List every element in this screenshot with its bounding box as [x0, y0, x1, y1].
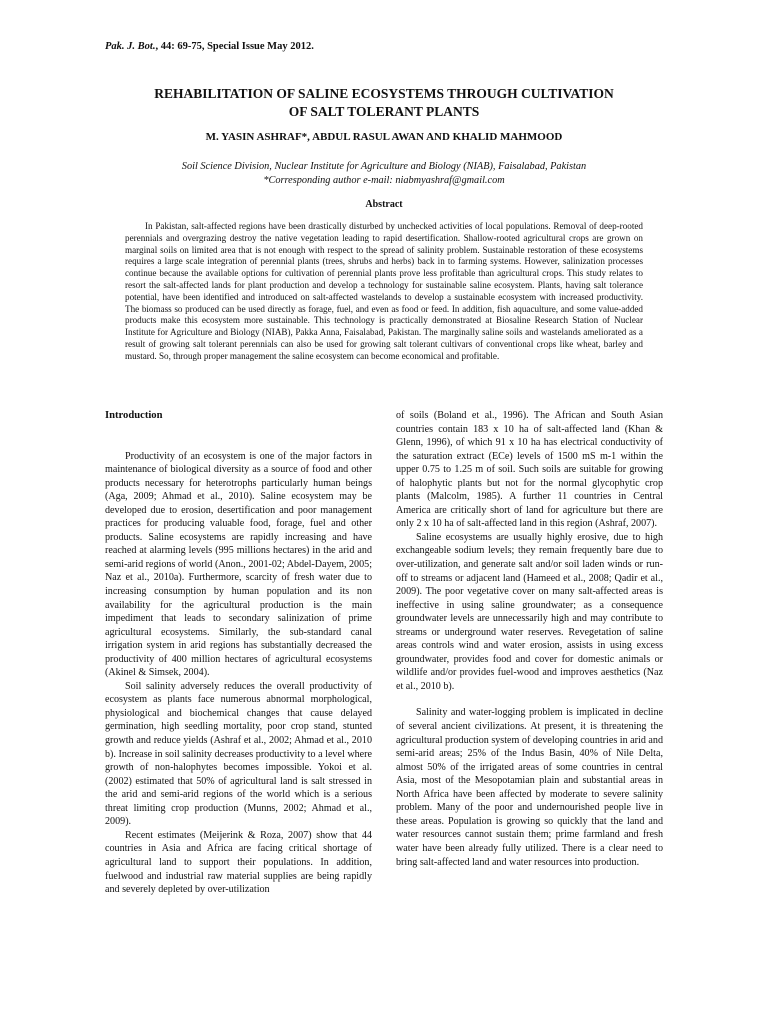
- body-paragraph: of soils (Boland et al., 1996). The African and South Asian countries contain 183 x 10 ha of salt-affected land (Khan & Glenn, 1996), of which 91 x 10 ha has electrical conductivity of the saturation extract (ECe) levels of 1500 mS m-1 within the upper 0.75 to 1.25 m of soil. Such soils are suitable for growing of halophytic plants but not for the normal glycophytic crop plants (Malcolm, 1985). A further 11 countries in Central America are critically short of land for agriculture but there are only 2 x 10 ha of salt-affected land in this region (Ashraf, 2007).: [396, 410, 663, 530]
- affiliation-block: [90, 160, 678, 188]
- right-column: [396, 409, 663, 869]
- body-paragraph: Soil salinity adversely reduces the overall productivity of ecosystem as plants face numerous abnormal morphological, physiological and biochemical changes that cause delayed germination, high seedling mortality, poor crop stand, stunted growth and reduce yields (Ashraf et al., 2002; Ahmad et al., 2010 b). Increase in soil salinity decreases productivity to a level where growth of non-halophytes becomes impossible. Yokoi et al. (2002) estimated that 50% of agricultural land is salt stressed in the arid and semi-arid regions of the world which is a serious threat limiting crop production (Munns, 2002; Ahmad et al., 2009).: [105, 680, 372, 828]
- journal-citation: [105, 41, 314, 52]
- body-paragraph: Salinity and water-logging problem is implicated in decline of several ancient civilizations. At present, it is threatening the agricultural production system of developing countries in arid and semi-arid areas; 25% of the Indus Basin, 40% of Nile Delta, almost 50% of the irrigated areas of some countries in central Asia, most of the Mesopotamian plain and substantial areas in North Africa have been affected by moderate to severe salinity problem. Many of the poor and undernourished people live in these areas. Population is growing so quickly that the land and water resources cannot sustain them; prime farmland and fresh water have been already fully utilized. There is a clear need to bring salt-affected land and water resources into production.: [396, 707, 663, 868]
- paper-title: [90, 85, 678, 121]
- title-line-1: REHABILITATION OF SALINE ECOSYSTEMS THROUGH CULTIVATION: [154, 86, 614, 101]
- body-paragraph: Productivity of an ecosystem is one of the major factors in maintenance of biological diversity as a source of food and other products necessary for heterotrophs particularly human beings (Aga, 2009; Ahmad et al., 2010). Saline ecosystem may be developed due to erosion, desertification and poor management practices for producing valuable food, forage, fuel and other products. Saline ecosystems are rapidly increasing and have reached at alarming levels (995 millions hectares) in the arid and semi-arid regions of world (Anon., 2001-02; Abdel-Dayem, 2005; Naz et al., 2010a). Furthermore, scarcity of fresh water due to increasing consumption by human population and its non availability for the agricultural production is the main impediment that leads to secondary salinization of prime agricultural ecosystems. Similarly, the sub-standard canal irrigation system in arid regions has substantially decreased the productivity of 400 million hectares of agricultural ecosystems (Akinel & Simsek, 2004).: [105, 450, 372, 679]
- journal-name: Pak. J. Bot.: [105, 41, 156, 52]
- abstract-heading: Abstract: [365, 199, 403, 210]
- left-column: [105, 409, 372, 897]
- title-line-2: OF SALT TOLERANT PLANTS: [288, 104, 480, 119]
- body-paragraph: Saline ecosystems are usually highly erosive, due to high exchangeable sodium levels; they remain frequently bare due to over-utilization, and generate salt and/or soil laden winds or run-off to streams or adjacent land (Hameed et al., 2008; Qadir et al., 2009). The poor vegetative cover on many salt-affected areas is ineffective in using saline groundwater; as a consequence groundwater levels are unnecessarily high and may contribute to streams or underground water reserves. Revegetation of saline areas controls wind and water erosion, assists in using excess groundwater, provides food and cover for domestic animals or wildlife and/or provides fuel-wood and improves aesthetics (Naz et al., 2010 b).: [396, 531, 663, 692]
- journal-details: , 44: 69-75, Special Issue May 2012.: [155, 41, 314, 52]
- abstract-text: In Pakistan, salt-affected regions have been drastically disturbed by unchecked activities of local populations. Removal of deep-rooted perennials and overgrazing destroy the native vegetation leading to rapid desertification. Shallow-rooted agricultural crops are grown on marginal soils on limited area that is not enough with respect to the spread of salinity problem. Sustainable restoration of these ecosystems requires a large scale integration of perennial plants (trees, shrubs and herbs) back in to farming systems. However, salinization processes continue because the available options for cultivation of perennial plants prove less profitable than agricultural crops. This study relates to resort the salt-affected lands for plant production and develop a technology for sustainable saline ecosystem. Plants, having salt tolerance potential, have been identified and introduced on salt-affected wastelands to develop a sustainable ecosystem with increased productivity. The biomass so produced can be used directly as forage, fuel, and even as food or feed. In addition, fish aquaculture, and some value-added products make this ecosystem more sustainable. This technology is practically demonstrated at Biosaline Research Station of Nuclear Institute for Agriculture and Biology (NIAB), Pakka Anna, Faisalabad, Pakistan. The marginally saline soils and wastelands ameliorated as a result of growing salt tolerant perennials can also be used for growing salt tolerant cultivars of conventional crops like wheat, barley and mustard. So, through proper management the saline ecosystem can become economical and profitable.: [125, 221, 643, 361]
- author-list: M. YASIN ASHRAF*, ABDUL RASUL AWAN AND KHALID MAHMOOD: [205, 131, 563, 143]
- introduction-heading: Introduction: [105, 410, 163, 421]
- affiliation: Soil Science Division, Nuclear Institute for Agriculture and Biology (NIAB), Faisalabad, Pakistan: [181, 161, 587, 172]
- corresponding-author: *Corresponding author e-mail: niabmyashraf@gmail.com: [263, 175, 505, 186]
- body-paragraph: Recent estimates (Meijerink & Roza, 2007) show that 44 countries in Asia and Africa are facing critical shortage of agricultural land to support their populations. In addition, fuelwood and industrial raw material supplies are being rapidly and severely depleted by over-utilization: [105, 829, 372, 896]
